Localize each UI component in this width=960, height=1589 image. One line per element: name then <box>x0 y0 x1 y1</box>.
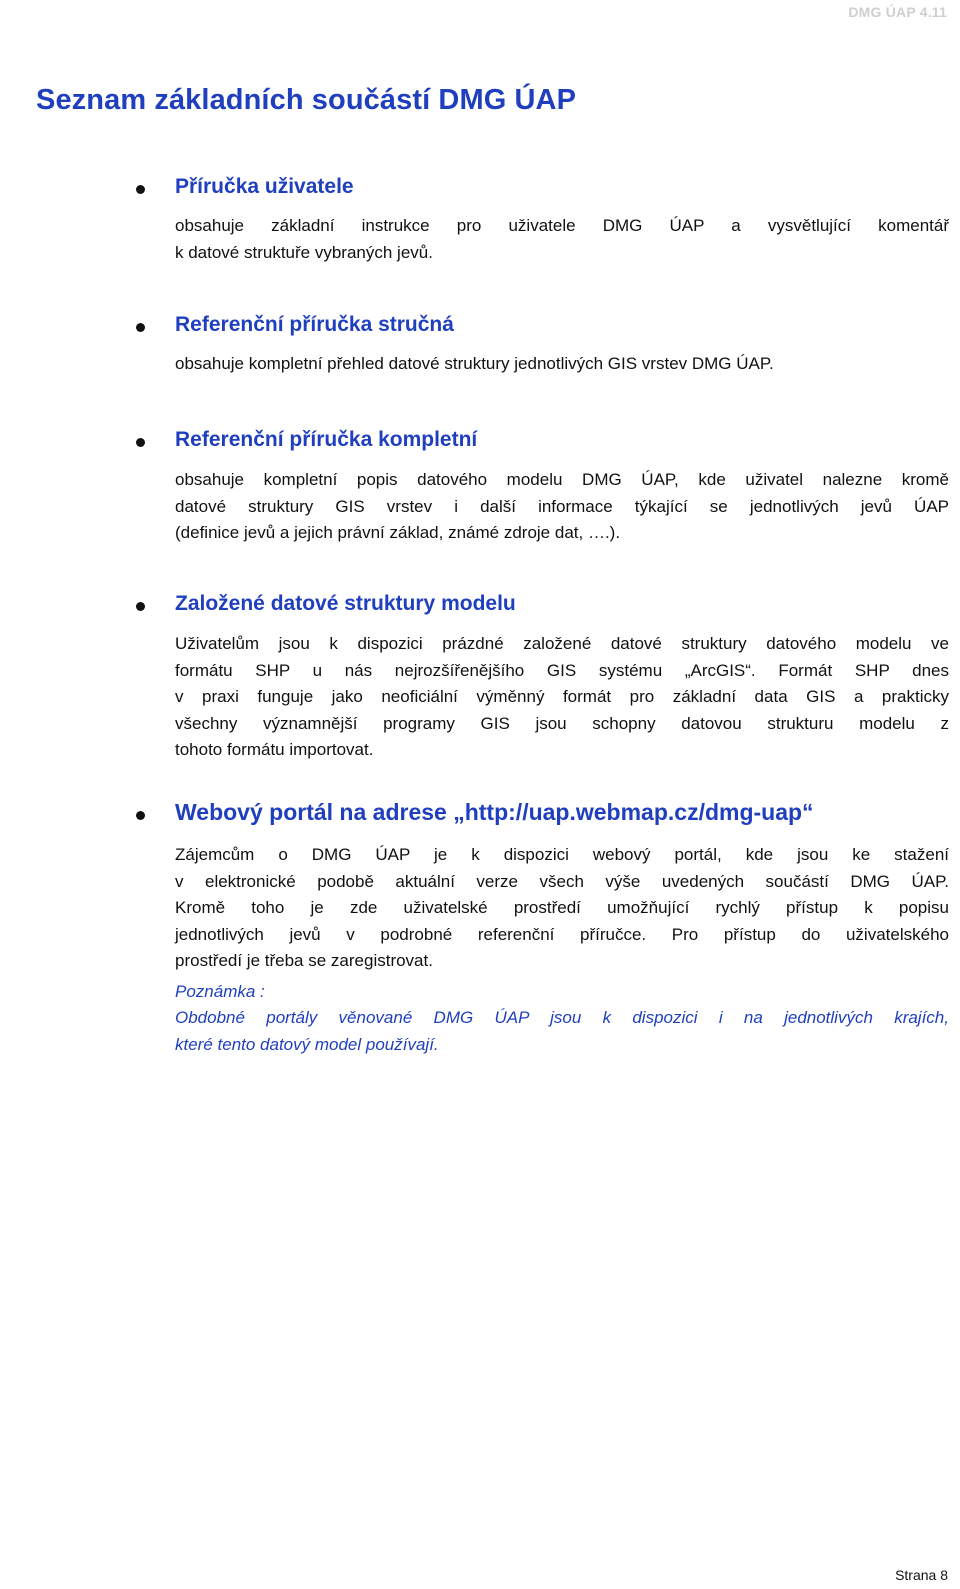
bullet-icon <box>136 185 145 194</box>
section-heading: Referenční příručka kompletní <box>175 428 478 451</box>
section-heading: Webový portál na adrese „http://uap.webmap.cz/dmg-uap“ <box>175 799 814 825</box>
bullet-icon <box>136 323 145 332</box>
section-paragraph <box>175 213 949 266</box>
paragraph-line: v elektronické podobě aktuální verze všech výše uvedených součástí DMG ÚAP. <box>175 871 949 891</box>
paragraph-line: obsahuje kompletní přehled datové struktury jednotlivých GIS vrstev DMG ÚAP. <box>175 354 774 373</box>
paragraph-line: k datové struktuře vybraných jevů. <box>175 242 433 262</box>
paragraph-line: Uživatelům jsou k dispozici prázdné založené datové struktury datového modelu ve <box>175 634 949 653</box>
section-paragraph <box>175 631 949 764</box>
paragraph-line: tohoto formátu importovat. <box>175 740 374 759</box>
bullet-icon <box>136 602 145 611</box>
paragraph-line: Kromě toho je zde uživatelské prostředí umožňující rychlý přístup k popisu <box>175 898 949 917</box>
paragraph-line: obsahuje kompletní popis datového modelu DMG ÚAP, kde uživatel nalezne kromě <box>175 470 949 489</box>
note-label: Poznámka : <box>175 982 265 1001</box>
section-paragraph <box>175 351 949 378</box>
paragraph-line: v praxi funguje jako neoficiální výměnný formát pro základní data GIS a prakticky <box>175 687 949 706</box>
page-title: Seznam základních součástí DMG ÚAP <box>36 84 577 116</box>
paragraph-line: (definice jevů a jejich právní základ, známé zdroje dat, ….). <box>175 523 621 542</box>
section-paragraph <box>175 842 949 975</box>
section-heading: Založené datové struktury modelu <box>175 592 516 615</box>
document-header-tag: DMG ÚAP 4.11 <box>848 4 947 20</box>
section-heading: Referenční příručka stručná <box>175 313 454 336</box>
bullet-icon <box>136 438 145 447</box>
section-heading: Příručka uživatele <box>175 175 354 198</box>
note-text <box>175 1005 949 1058</box>
paragraph-line: obsahuje základní instrukce pro uživatele DMG ÚAP a vysvětlující komentář <box>175 216 949 235</box>
note-line: Obdobné portály věnované DMG ÚAP jsou k dispozici i na jednotlivých krajích, <box>175 1008 949 1027</box>
paragraph-line: všechny významnější programy GIS jsou schopny datovou strukturu modelu z <box>175 713 949 733</box>
section-paragraph <box>175 467 949 547</box>
bullet-icon <box>136 811 145 820</box>
paragraph-line: Zájemcům o DMG ÚAP je k dispozici webový portál, kde jsou ke stažení <box>175 845 949 864</box>
paragraph-line: jednotlivých jevů v podrobné referenční příručce. Pro přístup do uživatelského <box>175 924 949 944</box>
paragraph-line: formátu SHP u nás nejrozšířenějšího GIS systému „ArcGIS“. Formát SHP dnes <box>175 660 949 680</box>
paragraph-line: prostředí je třeba se zaregistrovat. <box>175 951 433 970</box>
page-number: Strana 8 <box>895 1567 948 1583</box>
paragraph-line: datové struktury GIS vrstev i další informace týkající se jednotlivých jevů ÚAP <box>175 496 949 516</box>
note-line: které tento datový model používají. <box>175 1034 439 1054</box>
